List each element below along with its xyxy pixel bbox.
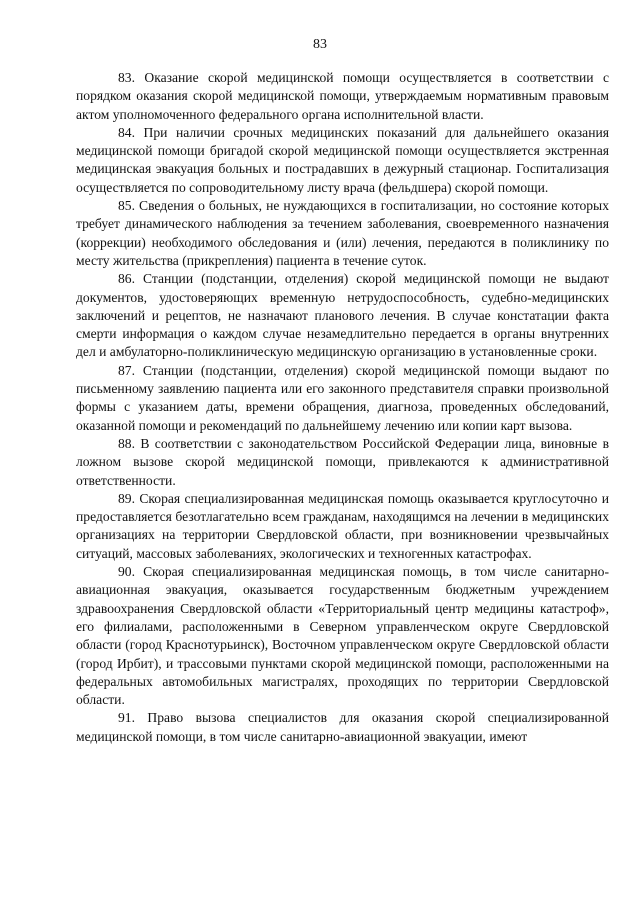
paragraph-84: 84. При наличии срочных медицинских показаний для дальнейшего оказания медицинской помощи бригадой скорой медицинской помощи осуществляется экстренная медицинская эвакуация больных и пострадавших в дежурный стационар. Госпитализация осуществляется по сопроводительному листу врача (фельдшера) скорой помощи. [76, 124, 609, 195]
paragraph-85: 85. Сведения о больных, не нуждающихся в госпитализации, но состояние которых требует динамического наблюдения за течением заболевания, своевременного назначения (коррекции) необходимого обследования и (или) лечения, передаются в поликлинику по месту жительства (прикрепления) пациента в течение суток. [76, 198, 609, 268]
paragraph-86: 86. Станции (подстанции, отделения) скорой медицинской помощи не выдают документов, удостоверяющих временную нетрудоспособность, судебно-медицинских заключений и рецептов, не назначают планового лечения. В случае констатации факта смерти информация о каждом случае незамедлительно передается в органы внутренних дел и амбулаторно-поликлиническую медицинскую организацию в установленные сроки. [76, 271, 609, 360]
paragraph-91: 91. Право вызова специалистов для оказания скорой специализированной медицинской помощи, в том числе санитарно-авиационной эвакуации, имеют [76, 710, 609, 744]
document-body [76, 69, 609, 746]
paragraph-87: 87. Станции (подстанции, отделения) скорой медицинской помощи выдают по письменному заявлению пациента или его законного представителя справки произвольной формы с указанием даты, времени обращения, диагноза, проведенных обследований, оказанной помощи и рекомендаций по дальнейшему лечению или копии карт вызова. [76, 362, 609, 433]
paragraph-90: 90. Скорая специализированная медицинская помощь, в том числе санитарно-авиационная эвакуация, оказывается государственным бюджетным учреждением здравоохранения Свердловской области «Территориальный центр медицины катастроф», его филиалами, расположенными в Северном управленческом округе Свердловской области (город Краснотурьинск), Восточном управленческом округе Свердловской области (город Ирбит), и трассовыми пунктами скорой медицинской помощи, расположенными на федеральных автомобильных магистралях, проходящих по территории Свердловской области. [76, 564, 609, 708]
paragraph-88: 88. В соответствии с законодательством Российской Федерации лица, виновные в ложном вызове скорой медицинской помощи, привлекаются к административной ответственности. [76, 435, 609, 488]
page-number: 83 [313, 37, 327, 52]
paragraph-83: 83. Оказание скорой медицинской помощи осуществляется в соответствии с порядком оказания скорой медицинской помощи, утверждаемым нормативным правовым актом уполномоченного федерального органа исполнительной власти. [76, 70, 609, 122]
paragraph-89: 89. Скорая специализированная медицинская помощь оказывается круглосуточно и предоставляется безотлагательно всем гражданам, находящимся на лечении в медицинских организациях на территории Свердловской области, при возникновении чрезвычайных ситуаций, массовых заболеваниях, экологических и техногенных катастрофах. [76, 490, 609, 561]
